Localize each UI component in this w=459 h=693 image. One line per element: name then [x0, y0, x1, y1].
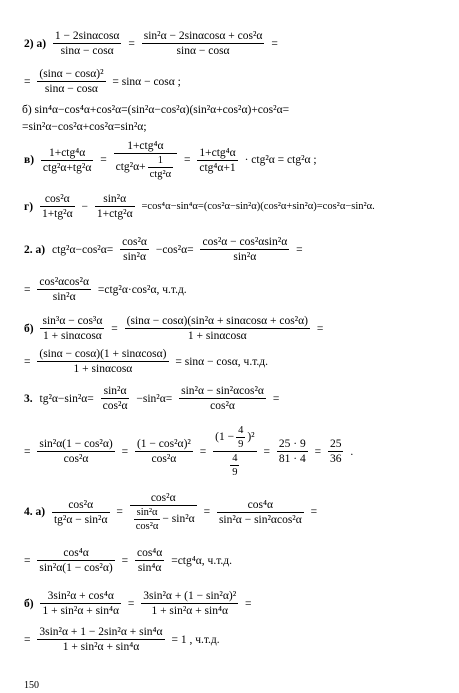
p3-pre: tg²α−sin²α=: [39, 392, 94, 405]
p2a-label: 2) а): [24, 37, 47, 50]
p2ba-frac2: [200, 236, 289, 263]
p2ba-pre: ctg²α−cos²α=: [51, 243, 114, 256]
p4a2-frac1-den: sin²α(1 − cos²α): [39, 562, 113, 574]
p4a-eq1: =: [116, 506, 123, 518]
p4b-eq2: =: [245, 597, 252, 610]
p4a-frac2-den-post: − sin²α: [162, 513, 195, 526]
p3l2-frac1-den: cos²α: [63, 453, 89, 465]
p4b-frac2-num: 3sin²α + (1 − sin²α)²: [143, 590, 237, 602]
p2v-eq1: =: [100, 154, 107, 166]
p2bb2-frac: [37, 348, 168, 375]
p2bb-frac2-den: 1 + sinαcosα: [187, 330, 247, 342]
p2ba-frac1-den: sin²α: [123, 251, 146, 263]
p2b-line1: б) sin⁴α−cos⁴α+cos²α=(sin²α−cos²α)(sin²α+cos²α)+cos²α=: [22, 104, 290, 116]
p3-frac2-den: cos²α: [210, 400, 235, 412]
p2ba-frac1: [120, 236, 149, 263]
p4b-line2: [22, 626, 222, 653]
p2bb-line2: [22, 348, 270, 375]
p3l2-eq: =: [24, 445, 31, 458]
p3-frac1-num: sin²α: [101, 385, 130, 399]
p2g-frac2-den: 1+ctg²α: [96, 208, 133, 220]
p3-mid: −sin²α=: [136, 392, 173, 405]
p3l2-eq2: =: [121, 445, 129, 458]
p3l2-frac4-den: 81 · 4: [278, 453, 306, 465]
p2ba-line2: [22, 276, 189, 303]
p2g-frac1-num: cos²α: [40, 193, 75, 207]
p2ba-mid: −cos²α=: [155, 243, 194, 256]
p2a-frac1: [53, 30, 122, 57]
p4a-frac2: [130, 492, 197, 532]
p3-frac2-num: sin²α − sin²αcos²α: [181, 385, 264, 397]
p3l2-frac4: [277, 438, 308, 465]
p2g-frac1-den: 1+tg²α: [41, 208, 73, 220]
page-number: 150: [24, 680, 39, 691]
p3-eq: =: [272, 392, 280, 405]
p2bb2-frac-den: 1 + sinαcosα: [73, 363, 133, 375]
p3l2-bigfrac-den-num: 4: [232, 453, 238, 464]
p2a2-eq: =: [24, 75, 31, 88]
p2ba2-frac-den: sin²α: [52, 291, 76, 303]
p2v-frac3-den: ctg⁴α+1: [199, 161, 236, 174]
p2ba2-frac: [37, 276, 91, 303]
p2g-label: г): [24, 200, 34, 213]
p4a2-eq: =: [24, 554, 31, 567]
p3l2-eq3: =: [199, 445, 207, 458]
p2g-frac2: [95, 193, 135, 220]
p2v-frac1-den: ctg²α+tg²α: [42, 161, 92, 174]
p4b2-frac-den: 1 + sin²α + sin⁴α: [62, 641, 140, 653]
p3l2-tail: .: [350, 445, 354, 458]
p4b-frac2: [141, 590, 238, 617]
p3l2-frac2-num: (1 − cos²α)²: [136, 438, 191, 450]
p4a-frac1: [52, 499, 110, 526]
p4b2-frac: [37, 626, 164, 653]
p4b-label: б): [24, 597, 34, 610]
p4b2-eq: =: [24, 633, 31, 646]
p4b-frac1-num: 3sin²α + cos⁴α: [40, 590, 121, 604]
p2g-minus: −: [81, 200, 88, 213]
p4b-eq1: =: [127, 597, 135, 610]
p3l2-frac1: [37, 438, 114, 465]
p2v-frac2-inner-den: ctg²α: [149, 169, 172, 180]
p4b2-tail: = 1 , ч.т.д.: [171, 633, 220, 646]
p2bb2-eq: =: [24, 355, 31, 368]
p4a2-frac2-den: sin⁴α: [137, 562, 162, 574]
p3l2-bigfrac-num: [213, 425, 256, 452]
p2v-frac1: [41, 147, 93, 174]
p2v-frac2-inner-num: 1: [148, 155, 173, 168]
p3l2-bigfrac-den: [213, 452, 256, 478]
p2v-frac3-num: 1+ctg⁴α: [199, 146, 236, 159]
p2a2-frac: [37, 68, 105, 95]
p2a-eq1: =: [128, 37, 135, 50]
p4a-line2: [22, 547, 234, 574]
p4a2-eq2: =: [121, 554, 129, 567]
p3l2-bigfrac-inner-num: 4: [238, 425, 244, 436]
p4a-frac3-num: cos⁴α: [217, 499, 304, 513]
p2bb2-tail: = sinα − cosα, ч.т.д.: [175, 355, 268, 368]
p2a-frac1-num: 1 − 2sinαcosα: [54, 30, 120, 42]
p3l2-eq4: =: [263, 445, 270, 458]
p2v-line: [22, 140, 319, 180]
p2bb-line1: [22, 315, 325, 342]
p4a-label: 4. а): [24, 506, 46, 518]
p3-label: 3.: [24, 392, 33, 405]
p2ba2-eq: =: [24, 283, 31, 296]
p4a-frac2-num: cos²α: [130, 492, 197, 506]
p2ba2-frac-num: cos²αcos²α: [39, 276, 89, 288]
p3l2-frac5-num: 25: [329, 438, 342, 450]
p2bb-frac1-den: 1 + sinαcosα: [43, 330, 102, 342]
p4a-frac2-inner: [134, 507, 161, 532]
p2ba-frac1-num: cos²α: [122, 236, 147, 248]
p4a-frac1-den: tg²α − sin²α: [53, 513, 108, 526]
p2a-frac2-num: sin²α − 2sinαcosα + cos²α: [143, 30, 263, 42]
p2bb-frac2: [125, 315, 310, 342]
p3l2-frac1-num: sin²α(1 − cos²α): [39, 438, 113, 450]
p2v-frac2-inner: [148, 155, 173, 180]
p3l2-bigfrac-inner-den: 9: [238, 439, 244, 450]
p2ba-frac2-num: cos²α − cos²αsin²α: [202, 236, 288, 248]
p3l2-bigfrac-num-post: )²: [247, 431, 255, 444]
p4b-frac1: [40, 590, 121, 617]
p3l2-frac5-den: 36: [329, 453, 342, 465]
p3-line2: [22, 425, 355, 478]
p4a2-frac2-num: cos⁴α: [136, 547, 163, 559]
p4a-frac3: [217, 499, 304, 526]
p2ba-frac2-den: sin²α: [233, 251, 257, 263]
p2bb-eq1: =: [111, 322, 118, 335]
p2a-frac1-den: sinα − cosα: [60, 45, 114, 57]
p3l2-eq5: =: [314, 445, 322, 458]
p3l2-frac2-den: cos²α: [151, 453, 177, 465]
p4b-line1: [22, 590, 254, 617]
p3-frac1: [101, 385, 130, 412]
p4a-eq2: =: [203, 506, 211, 518]
p2bb-label: б): [24, 322, 34, 335]
p4a-frac3-den: sin²α − sin²αcos²α: [218, 513, 302, 526]
p2ba-label: 2. а): [24, 243, 46, 256]
p2bb-frac1: [40, 315, 104, 342]
p4a2-frac1: [37, 547, 114, 574]
p4a-line1: [22, 492, 319, 532]
p3-frac1-den: cos²α: [102, 400, 128, 412]
p2bb-eq2: =: [316, 322, 324, 335]
p2a2-frac-den: sinα − cosα: [44, 83, 98, 95]
p3l2-bigfrac-num-pre: (1 −: [215, 431, 235, 444]
p2b-line2: =sin²α−cos²α+cos²α=sin²α;: [22, 121, 147, 133]
p2v-frac1-num: 1+ctg⁴α: [41, 147, 93, 161]
p4a2-tail: =ctg⁴α, ч.т.д.: [171, 554, 232, 567]
p2ba-line1: [22, 236, 305, 263]
p3l2-bigfrac-den-inner: [230, 453, 239, 478]
p4a2-frac2: [135, 547, 164, 574]
p4b2-frac-num: 3sin²α + 1 − 2sin²α + sin⁴α: [39, 626, 163, 638]
p2g-line: [22, 193, 377, 220]
p2v-tail: · ctg²α = ctg²α ;: [244, 154, 317, 166]
p2v-frac2-num: 1+ctg⁴α: [114, 140, 178, 154]
p2bb2-frac-num: (sinα − cosα)(1 + sinαcosα): [39, 348, 167, 360]
p4b-frac2-den: 1 + sin²α + sin⁴α: [151, 605, 229, 617]
p3l2-bigfrac-den-den: 9: [232, 467, 238, 478]
p2a2-frac-num: (sinα − cosα)²: [39, 68, 104, 80]
p2bb-frac1-num: sin³α − cos³α: [42, 315, 103, 327]
p2a-line2: [22, 68, 183, 95]
p2g-tail: =cos⁴α−sin⁴α=(cos²α−sin²α)(cos²α+sin²α)=cos²α−sin²α.: [141, 201, 375, 212]
p3l2-frac2: [135, 438, 193, 465]
p2v-frac2: [114, 140, 178, 180]
p2g-frac2-num: sin²α: [95, 193, 135, 207]
p2v-frac2-den-pre: ctg²α+: [115, 161, 146, 174]
p2a2-tail: = sinα − cosα ;: [112, 75, 181, 88]
p2g-frac1: [40, 193, 75, 220]
p2v-label: в): [24, 154, 35, 166]
p2a-eq2: =: [271, 37, 278, 50]
p3l2-bigfrac: [213, 425, 256, 478]
p2v-frac2-den: [114, 154, 178, 180]
p3l2-frac5: [328, 438, 344, 465]
p4a2-frac1-num: cos⁴α: [37, 547, 114, 561]
p2v-eq2: =: [183, 154, 191, 166]
p3-line1: [22, 385, 281, 412]
p4b-frac1-den: 1 + sin²α + sin⁴α: [42, 605, 120, 617]
p2a-frac2: [142, 30, 265, 57]
p4a-eq3: =: [310, 506, 318, 518]
p4a-frac1-num: cos²α: [52, 499, 110, 513]
p2ba-eq: =: [296, 243, 303, 256]
p2ba2-tail: =ctg²α·cos²α, ч.т.д.: [97, 283, 187, 296]
p3-frac2: [179, 385, 266, 412]
p2a-frac2-den: sinα − cosα: [176, 45, 230, 57]
p4a-frac2-den: [130, 506, 197, 532]
p3l2-bigfrac-num-inner: [236, 425, 245, 450]
p4a-frac2-inner-den: cos²α: [135, 521, 159, 532]
p2a-line1: [22, 30, 280, 57]
p2bb-frac2-num: (sinα − cosα)(sin²α + sinαcosα + cos²α): [126, 315, 308, 327]
p4a-frac2-inner-num: sin²α: [134, 507, 161, 520]
p3l2-frac4-num: 25 · 9: [278, 438, 306, 450]
p2v-frac3: [197, 147, 237, 174]
